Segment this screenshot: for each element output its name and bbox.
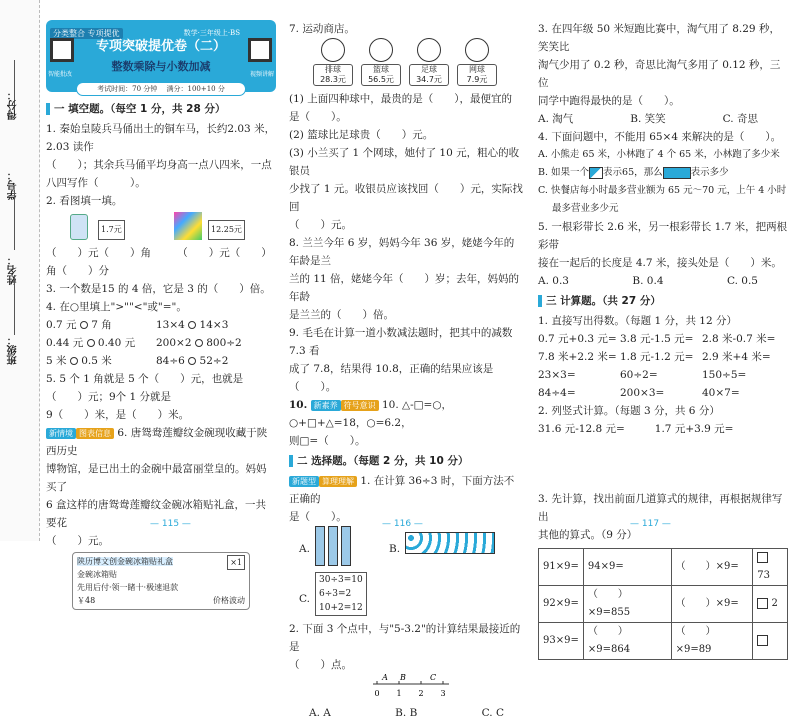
question-text: 5. 一根彩带长 2.6 米，另一根彩带长 1.7 米，把两根彩带 [538, 221, 788, 251]
name-label: 姓名： [8, 255, 19, 285]
choice-option: C. 奇思 [722, 113, 758, 125]
question-text: 9（ ）米，是（ ）米。 [46, 409, 190, 421]
choice-option: B. 0.4 [632, 275, 664, 287]
ball-item [457, 38, 497, 86]
ball-item [409, 38, 449, 86]
compare-left: 5 米 [46, 355, 67, 367]
ball-icon [321, 38, 345, 62]
question-text: 2. 列竖式计算。（每题 3 分，共 6 分） [538, 405, 720, 417]
option-text: A. 小熊走 65 米，小林跑了 4 个 65 米，小林跑了多少米 [538, 149, 780, 160]
ball-item [313, 38, 353, 86]
answer-box [757, 635, 768, 646]
oral-item: 40×7= [702, 387, 740, 399]
question-text: （ ）元（ ）角 （ ）元（ ）角（ ）分 [46, 247, 272, 277]
question-text: （ ）元。 [289, 219, 352, 231]
product-card [72, 552, 250, 610]
page-number: — 115 — [150, 519, 191, 529]
gutter-line [14, 275, 15, 335]
qr2-label: 视频讲解 [249, 71, 274, 78]
point-label: C [429, 674, 437, 682]
tag: 算理理解 [319, 476, 357, 487]
question-text: 5. 5 个 1 角就是 5 个（ ）元，也就是（ ）元；9个 1 分就是 [46, 373, 244, 403]
compare-circle [195, 339, 203, 347]
ball-price: 7.9元 [466, 75, 488, 84]
table-row [539, 623, 788, 660]
compare-item [46, 316, 156, 334]
figure-row [46, 210, 276, 244]
answer-box [757, 598, 768, 609]
table-cell: （ ）×9=89 [671, 623, 753, 660]
table-row [539, 549, 788, 586]
section-heading: 二 选择题。（每题 2 分，共 10 分） [297, 455, 469, 467]
table-cell [753, 549, 788, 586]
ball-tag [457, 64, 497, 86]
compare-item [156, 352, 228, 370]
choice-option: B. B [395, 707, 418, 719]
table-cell: （ ）×9= [671, 586, 753, 623]
question-text: 2. 下面 3 个点中，与"5-3.2"的计算结果最接近的是 [289, 623, 521, 653]
compare-item [156, 316, 228, 334]
triangle-square-icon [589, 167, 603, 179]
choice-row [289, 704, 524, 722]
rectangle-icon [663, 167, 691, 179]
tick-label: 0 [374, 689, 380, 698]
question-text: 10. △-□=○，○+□+△=18，○=6.2， [289, 399, 453, 429]
ball-tag [361, 64, 401, 86]
subject-label: 数学·三年级上·BS [183, 29, 240, 37]
ball-name: 排球 [325, 65, 341, 74]
choice-option: A. A [309, 707, 331, 719]
point-label: B [400, 674, 406, 682]
compare-left: 84÷6 [156, 355, 185, 367]
page-117 [538, 20, 788, 660]
ball-price: 56.5元 [368, 75, 394, 84]
ball-price: 28.3元 [320, 75, 346, 84]
ball-name: 篮球 [373, 65, 389, 74]
option-label: C. [299, 593, 310, 605]
calc-line: 30÷3=10 [319, 575, 363, 585]
calc-line: 6÷3=2 [319, 589, 352, 599]
table-cell: （ ）×9=855 [583, 586, 671, 623]
compare-right: 14×3 [199, 319, 229, 331]
table-cell: （ ）×9= [671, 549, 753, 586]
option-text [538, 164, 788, 182]
ball-tag [313, 64, 353, 86]
compare-circle [80, 321, 88, 329]
compare-circle [188, 357, 196, 365]
oral-item: 23×3= [538, 369, 576, 381]
question-text: 成了 7.8，结果得 10.8，正确的结果应该是（ ）。 [289, 363, 494, 393]
question-text: 同学中跑得最快的是（ ）。 [538, 95, 680, 107]
compare-circle [87, 339, 95, 347]
page-number: — 116 — [382, 519, 423, 529]
ball-name: 足球 [421, 65, 437, 74]
price-tag: 1.7元 [98, 220, 125, 240]
choice-row [538, 272, 788, 290]
option-text: B. 如果一个 [538, 167, 590, 178]
ball-tag [409, 64, 449, 86]
tag: 新题型 [289, 476, 319, 487]
question-text: (1) 上面四种球中，最贵的是（ ），最便宜的 [289, 93, 512, 105]
question-text: 6. 唐鸳鸯莲瓣纹金碗现收藏于陕西历史 [46, 427, 268, 457]
compare-left: 13×4 [156, 319, 185, 331]
card-note: 先用后付·领一睹十·极速退款 [77, 583, 179, 592]
question-text: 3. 在四年级 50 米短跑比赛中，淘气用了 8.29 秒，笑笑比 [538, 23, 780, 53]
ball-icon [465, 38, 489, 62]
qr1-label: 智能批改 [48, 71, 73, 78]
compare-row [46, 334, 276, 352]
oral-item: 84÷4= [538, 387, 576, 399]
question-text: (3) 小兰买了 1 个网球，她付了 10 元，粗心的收银员 [289, 147, 520, 177]
question-text: （ ）元。 [46, 535, 109, 547]
question-text: 兰的 11 倍，姥姥今年（ ）岁；去年，妈妈的年龄 [289, 273, 520, 303]
oral-item: 7.8 米+2.2 米= [538, 351, 617, 363]
top-tag: 分类整合 专项提优 [50, 28, 123, 39]
number-line [289, 674, 519, 698]
point-label: A [382, 674, 388, 682]
choice-option: C. C [481, 707, 504, 719]
question-text: 1. 在计算 36÷3 时，下面方法不正确的 [289, 475, 515, 505]
page-title: 专项突破提优卷（二） [95, 39, 226, 54]
compare-circle [70, 357, 78, 365]
question-text [46, 424, 276, 460]
balls-row [289, 38, 524, 90]
oral-row [538, 330, 788, 348]
question-text: 淘气少用了 0.2 秒，奇思比淘气多用了 0.12 秒，三位 [538, 59, 781, 89]
eraser-icon [70, 214, 88, 240]
page-number: — 117 — [630, 519, 671, 529]
score-label: 得分： [8, 90, 19, 120]
vertical-calc-row [538, 420, 788, 490]
compare-item [46, 334, 156, 352]
class-label: 班级： [8, 335, 19, 365]
full-score-label: 满分：100+10 分 [166, 85, 225, 93]
oral-item: 60÷2= [620, 369, 658, 381]
oral-calc-grid [538, 330, 788, 402]
cell-text: 73 [757, 570, 771, 581]
question-text: 3. 先计算，找出前面几道算式的规律，再根据规律写出 [538, 493, 783, 523]
question-text: 2. 看图填一填。 [46, 195, 123, 207]
compare-left: 0.44 元 [46, 337, 84, 349]
pattern-table [538, 548, 788, 660]
table-cell [753, 586, 788, 623]
card-price: ￥48 [77, 596, 96, 605]
question-text: （ ）点。 [289, 659, 352, 671]
choice-option: A. 0.3 [538, 275, 569, 287]
ball-name: 网球 [469, 65, 485, 74]
tick-label: 1 [396, 689, 402, 698]
binding-gutter [0, 0, 40, 541]
question-text: (2) 篮球比足球贵（ ）元。 [289, 129, 434, 141]
calc-line: 10+2=12 [319, 603, 363, 613]
option-text: 最多营业多少元 [552, 203, 619, 214]
qr-code-icon [50, 38, 74, 62]
compare-right: 52÷2 [199, 355, 229, 367]
oral-item: 150÷5= [702, 369, 747, 381]
compare-right: 0.5 米 [81, 355, 112, 367]
option-text: 表示65，那么 [603, 167, 663, 178]
option-label: A. [299, 543, 310, 555]
question-text: 是兰兰的（ ）倍。 [289, 309, 394, 321]
oral-row [538, 384, 788, 402]
question-text: 10. 新素养 符号意识 10. △-□=○，○+□+△=18，○=6.2， [289, 399, 453, 429]
time-label: 考试时间：70 分钟 [97, 85, 158, 93]
cell-text: 2 [771, 598, 778, 609]
vertical-calc: 1.7 元+3.9 元= [654, 423, 734, 435]
compare-right: 7 角 [91, 319, 112, 331]
card-sub: 金碗冰箱贴 [77, 570, 117, 579]
question-text: 3. 一个数是15 的 4 倍，它是 3 的（ ）倍。 [46, 283, 271, 295]
ball-item [361, 38, 401, 86]
oral-item: 0.7 元+0.3 元= [538, 333, 617, 345]
card-tail: 价格波动 [213, 596, 245, 605]
tick-label: 3 [440, 689, 446, 698]
question-text: 其他的算式。（9 分） [538, 529, 638, 541]
compare-circle [188, 321, 196, 329]
option-text: C. 快餐店每小时最多营业额为 65 元～70 元，上午 4 小时 [538, 185, 787, 196]
question-text: 是（ ）。 [289, 511, 347, 523]
choice-option: C. 0.5 [726, 275, 758, 287]
oral-item: 2.9 米+4 米= [702, 351, 771, 363]
oral-item: 1.8 元-1.2 元= [620, 351, 694, 363]
table-cell: （ ）×9=864 [583, 623, 671, 660]
question-text: 6 盒这样的唐鸳鸯莲瓣纹金碗冰箱贴礼盒，一共要花 [46, 499, 267, 529]
comparison-grid [46, 316, 276, 370]
table-cell: 93×9= [539, 623, 584, 660]
ball-icon [369, 38, 393, 62]
compare-row [46, 316, 276, 334]
question-text: 1. 秦始皇陵兵马俑出土的铜车马，长约2.03 米，2.03 读作 [46, 123, 276, 153]
tag: 图表信息 [76, 428, 114, 439]
gutter-line [14, 190, 15, 250]
tag: 新情境 [46, 428, 76, 439]
table-cell: 91×9= [539, 549, 584, 586]
option-text: 表示多少 [690, 167, 729, 178]
ball-icon [417, 38, 441, 62]
page-116 [289, 20, 524, 722]
question-text: 接在一起后的长度是 4.7 米，接头处是（ ）米。 [538, 257, 782, 269]
compare-item [46, 352, 156, 370]
question-text: 则□=（ ）。 [289, 435, 366, 447]
question-text: 7. 运动商店。 [289, 23, 355, 35]
compare-item [156, 334, 242, 352]
ball-price: 34.7元 [416, 75, 442, 84]
oral-row [538, 348, 788, 366]
question-text: 是（ ）。 [289, 111, 347, 123]
choice-option: B. 笑笑 [630, 113, 666, 125]
option-label: B. [389, 543, 401, 555]
question-text [289, 472, 524, 508]
table-row [539, 586, 788, 623]
rubiks-cube-icon [174, 212, 202, 240]
price-tag: 12.25元 [208, 220, 245, 240]
table-cell [753, 623, 788, 660]
qr-code-icon [248, 38, 272, 62]
tag: 新素养 [311, 400, 341, 411]
choice-row [538, 110, 788, 128]
card-qty: ×1 [227, 555, 245, 570]
question-text: 博物馆，是已出土的金碗中最富丽堂皇的。妈妈买了 [46, 463, 267, 493]
oral-row [538, 366, 788, 384]
question-text: 4. 下面问题中，不能用 65×4 来解决的是（ ）。 [538, 131, 782, 143]
subtitle: 整数乘除与小数加减 [111, 60, 211, 73]
vertical-calc: 31.6 元-12.8 元= [538, 423, 625, 435]
card-title: 陕历博文创金碗冰箱贴礼盒 [77, 557, 173, 566]
question-text: （ ）；其余兵马俑平均身高一点八四米，一点 [46, 159, 272, 171]
question-text: 9. 毛毛在计算一道小数减法题时，把其中的减数 7.3 看 [289, 327, 513, 357]
choice-option: A. 淘气 [538, 113, 574, 125]
oral-item: 2.8 米-0.7 米= [702, 333, 776, 345]
compare-row [46, 352, 276, 370]
question-text: 1. 直接写出得数。（每题 1 分，共 12 分） [538, 315, 737, 327]
question-text: 4. 在○里填上">""<"或"="。 [46, 301, 187, 313]
answer-box [757, 552, 768, 563]
section-heading: 一 填空题。（每空 1 分，共 28 分） [54, 103, 226, 115]
tick-label: 2 [418, 689, 424, 698]
question-text: 八四写作（ ）。 [46, 177, 146, 189]
question-text: 少找了 1 元。收银员应该找回（ ）元，实际找回 [289, 183, 523, 213]
oral-item: 200×3= [620, 387, 665, 399]
tag: 符号意识 [341, 400, 379, 411]
question-text: 8. 兰兰今年 6 岁，妈妈今年 36 岁，姥姥今年的年龄是兰 [289, 237, 515, 267]
title-banner [46, 20, 276, 92]
option-figures [289, 526, 524, 620]
section-heading: 三 计算题。（共 27 分） [546, 295, 661, 307]
table-cell: 92×9= [539, 586, 584, 623]
oral-item: 3.8 元-1.5 元= [620, 333, 694, 345]
calc-box [315, 572, 367, 616]
dots-array-icon [405, 532, 495, 554]
abacus-icon [315, 526, 351, 566]
compare-left: 0.7 元 [46, 319, 77, 331]
table-cell: 94×9= [583, 549, 671, 586]
student-id-label: 学号： [8, 170, 19, 200]
compare-right: 800÷2 [206, 337, 242, 349]
compare-right: 0.40 元 [97, 337, 136, 349]
compare-left: 200×2 [156, 337, 192, 349]
